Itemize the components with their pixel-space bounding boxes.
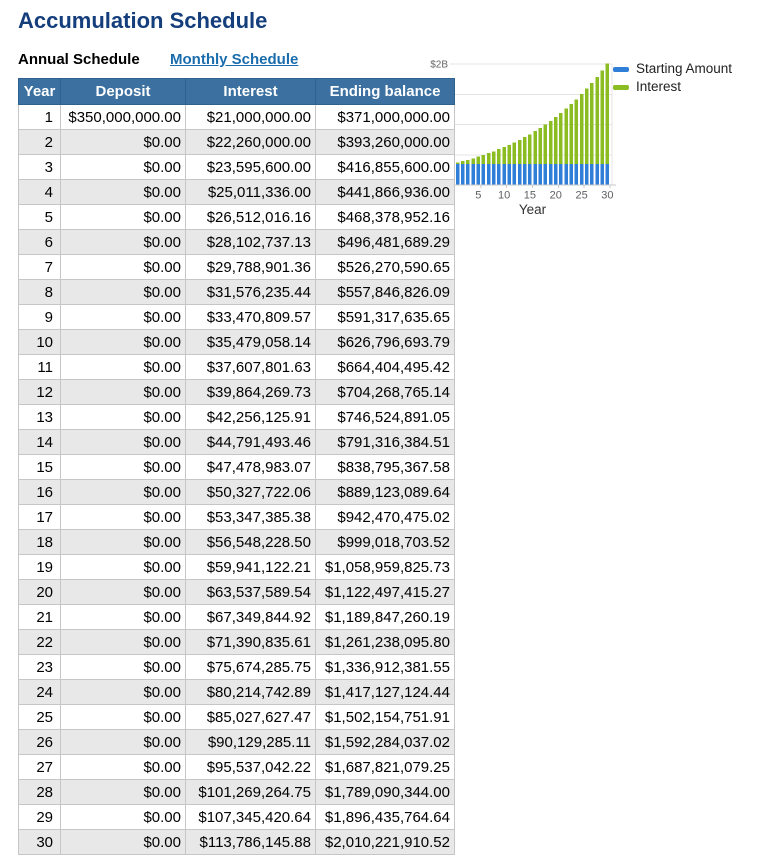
bar-segment-interest-year-1: [456, 163, 459, 164]
bar-segment-interest-year-2: [461, 161, 464, 164]
cell-interest: $42,256,125.91: [186, 405, 316, 430]
cell-ending-balance: $1,122,497,415.27: [316, 580, 455, 605]
bar-segment-interest-year-4: [471, 158, 474, 164]
cell-year: 10: [19, 330, 61, 355]
cell-ending-balance: $393,260,000.00: [316, 130, 455, 155]
cell-deposit: $0.00: [61, 130, 186, 155]
cell-deposit: $0.00: [61, 530, 186, 555]
cell-ending-balance: $626,796,693.79: [316, 330, 455, 355]
cell-interest: $67,349,844.92: [186, 605, 316, 630]
interest-swatch-icon: [613, 85, 629, 90]
cell-ending-balance: $416,855,600.00: [316, 155, 455, 180]
bar-segment-year-year-9: [497, 164, 500, 185]
bar-segment-year-year-17: [539, 164, 542, 185]
table-row: [19, 305, 455, 330]
cell-interest: $101,269,264.75: [186, 780, 316, 805]
cell-year: 25: [19, 705, 61, 730]
table-row: [19, 455, 455, 480]
table-row: [19, 830, 455, 855]
cell-interest: $28,102,737.13: [186, 230, 316, 255]
x-tick-label: 25: [575, 189, 588, 202]
bar-segment-year-year-15: [528, 164, 531, 185]
cell-interest: $80,214,742.89: [186, 680, 316, 705]
bar-segment-year-year-4: [471, 164, 474, 185]
cell-ending-balance: $1,896,435,764.64: [316, 805, 455, 830]
cell-ending-balance: $838,795,367.58: [316, 455, 455, 480]
bar-segment-interest-year-18: [544, 125, 547, 164]
cell-deposit: $0.00: [61, 505, 186, 530]
bar-segment-year-year-23: [570, 164, 573, 185]
legend-label-interest: Interest: [636, 79, 682, 94]
bar-segment-year-year-8: [492, 164, 495, 185]
bar-segment-interest-year-29: [601, 70, 604, 164]
cell-year: 5: [19, 205, 61, 230]
table-row: [19, 780, 455, 805]
cell-deposit: $0.00: [61, 730, 186, 755]
cell-interest: $39,864,269.73: [186, 380, 316, 405]
bar-segment-interest-year-15: [528, 134, 531, 164]
cell-ending-balance: $557,846,826.09: [316, 280, 455, 305]
bar-segment-interest-year-12: [513, 142, 516, 163]
cell-year: 17: [19, 505, 61, 530]
cell-interest: $71,390,835.61: [186, 630, 316, 655]
cell-ending-balance: $526,270,590.65: [316, 255, 455, 280]
table-row: [19, 805, 455, 830]
bar-segment-interest-year-10: [502, 147, 505, 164]
x-tick-label: 15: [523, 189, 537, 202]
cell-deposit: $0.00: [61, 805, 186, 830]
y-axis-top-label: $2B: [430, 59, 448, 71]
bar-segment-year-year-22: [564, 164, 567, 185]
bar-segment-year-year-13: [518, 164, 521, 185]
table-row: [19, 580, 455, 605]
bar-segment-interest-year-16: [533, 131, 536, 164]
bar-segment-year-year-20: [554, 164, 557, 185]
table-row: [19, 530, 455, 555]
table-row: [19, 630, 455, 655]
table-row: [19, 555, 455, 580]
cell-ending-balance: $1,789,090,344.00: [316, 780, 455, 805]
table-row: [19, 230, 455, 255]
cell-interest: $75,674,285.75: [186, 655, 316, 680]
cell-interest: $107,345,420.64: [186, 805, 316, 830]
table-row: [19, 480, 455, 505]
bar-segment-interest-year-21: [559, 113, 562, 164]
cell-year: 26: [19, 730, 61, 755]
bar-segment-year-year-28: [595, 164, 598, 185]
bar-segment-interest-year-28: [595, 77, 598, 164]
table-row: [19, 505, 455, 530]
cell-deposit: $0.00: [61, 380, 186, 405]
cell-interest: $21,000,000.00: [186, 105, 316, 130]
cell-deposit: $0.00: [61, 605, 186, 630]
table-row: [19, 430, 455, 455]
cell-deposit: $0.00: [61, 280, 186, 305]
cell-year: 13: [19, 405, 61, 430]
bar-segment-interest-year-8: [492, 151, 495, 164]
cell-year: 14: [19, 430, 61, 455]
bar-segment-interest-year-13: [518, 140, 521, 164]
table-row: [19, 255, 455, 280]
cell-deposit: $0.00: [61, 255, 186, 280]
column-header-year: Year: [19, 79, 61, 105]
table-row: [19, 680, 455, 705]
cell-interest: $59,941,122.21: [186, 555, 316, 580]
cell-interest: $23,595,600.00: [186, 155, 316, 180]
cell-year: 11: [19, 355, 61, 380]
cell-ending-balance: $746,524,891.05: [316, 405, 455, 430]
bar-segment-interest-year-7: [487, 153, 490, 164]
cell-deposit: $0.00: [61, 430, 186, 455]
cell-year: 27: [19, 755, 61, 780]
cell-deposit: $0.00: [61, 455, 186, 480]
cell-year: 3: [19, 155, 61, 180]
cell-deposit: $0.00: [61, 630, 186, 655]
column-header-ending-balance: Ending balance: [316, 79, 455, 105]
cell-ending-balance: $371,000,000.00: [316, 105, 455, 130]
cell-deposit: $0.00: [61, 755, 186, 780]
table-row: [19, 605, 455, 630]
cell-deposit: $0.00: [61, 230, 186, 255]
cell-ending-balance: $704,268,765.14: [316, 380, 455, 405]
legend-item-interest[interactable]: [613, 78, 732, 96]
cell-year: 16: [19, 480, 61, 505]
bar-segment-year-year-24: [575, 164, 578, 185]
cell-year: 20: [19, 580, 61, 605]
table-row: [19, 155, 455, 180]
bar-segment-year-year-27: [590, 164, 593, 185]
cell-deposit: $0.00: [61, 155, 186, 180]
bar-segment-year-year-19: [549, 164, 552, 185]
cell-deposit: $0.00: [61, 205, 186, 230]
cell-ending-balance: $1,261,238,095.80: [316, 630, 455, 655]
bar-segment-interest-year-27: [590, 83, 593, 164]
chart-legend: [613, 60, 732, 96]
cell-deposit: $0.00: [61, 580, 186, 605]
cell-deposit: $0.00: [61, 680, 186, 705]
bar-segment-year-year-21: [559, 164, 562, 185]
bar-segment-interest-year-3: [466, 160, 469, 164]
cell-year: 18: [19, 530, 61, 555]
bar-segment-year-year-29: [601, 164, 604, 185]
cell-year: 1: [19, 105, 61, 130]
bar-segment-interest-year-17: [539, 128, 542, 164]
bar-segment-year-year-1: [456, 164, 459, 185]
table-row: [19, 180, 455, 205]
tab-monthly-schedule-link[interactable]: Monthly Schedule: [170, 51, 299, 68]
bar-segment-interest-year-5: [477, 157, 480, 164]
cell-interest: $95,537,042.22: [186, 755, 316, 780]
x-tick-label: 5: [475, 189, 482, 202]
bar-segment-year-year-10: [502, 164, 505, 185]
cell-year: 28: [19, 780, 61, 805]
x-tick-label: 20: [549, 189, 562, 202]
bar-segment-year-year-7: [487, 164, 490, 185]
cell-year: 7: [19, 255, 61, 280]
cell-interest: $50,327,722.06: [186, 480, 316, 505]
x-tick-label: 10: [497, 189, 511, 202]
table-row: [19, 705, 455, 730]
cell-interest: $53,347,385.38: [186, 505, 316, 530]
bar-segment-year-year-30: [606, 164, 609, 185]
cell-year: 2: [19, 130, 61, 155]
cell-year: 30: [19, 830, 61, 855]
table-row: [19, 355, 455, 380]
cell-interest: $44,791,493.46: [186, 430, 316, 455]
schedule-tabs: [18, 51, 438, 69]
x-axis-title: Year: [518, 202, 547, 217]
legend-label-starting-amount: Starting Amount: [636, 61, 733, 76]
table-row: [19, 130, 455, 155]
schedule-table-body: [19, 105, 455, 855]
cell-interest: $25,011,336.00: [186, 180, 316, 205]
table-row: [19, 330, 455, 355]
cell-year: 29: [19, 805, 61, 830]
bar-segment-interest-year-6: [482, 155, 485, 164]
bar-segment-year-year-6: [482, 164, 485, 185]
cell-year: 21: [19, 605, 61, 630]
cell-interest: $56,548,228.50: [186, 530, 316, 555]
cell-ending-balance: $591,317,635.65: [316, 305, 455, 330]
cell-ending-balance: $496,481,689.29: [316, 230, 455, 255]
cell-deposit: $0.00: [61, 480, 186, 505]
cell-ending-balance: $999,018,703.52: [316, 530, 455, 555]
bar-segment-interest-year-19: [549, 121, 552, 164]
schedule-table: [18, 78, 455, 855]
cell-year: 19: [19, 555, 61, 580]
cell-year: 8: [19, 280, 61, 305]
bar-segment-year-year-26: [585, 164, 588, 185]
table-row: [19, 655, 455, 680]
x-tick-label: 30: [601, 189, 614, 202]
cell-ending-balance: $1,189,847,260.19: [316, 605, 455, 630]
cell-deposit: $0.00: [61, 555, 186, 580]
cell-deposit: $0.00: [61, 405, 186, 430]
cell-year: 9: [19, 305, 61, 330]
cell-deposit: $0.00: [61, 180, 186, 205]
bar-segment-year-year-16: [533, 164, 536, 185]
bar-segment-year-year-11: [508, 164, 511, 185]
table-row: [19, 405, 455, 430]
cell-deposit: $0.00: [61, 355, 186, 380]
page-title: Accumulation Schedule: [18, 8, 268, 33]
cell-ending-balance: $2,010,221,910.52: [316, 830, 455, 855]
bar-segment-year-year-2: [461, 164, 464, 185]
cell-interest: $113,786,145.88: [186, 830, 316, 855]
bar-segment-year-year-18: [544, 164, 547, 185]
cell-ending-balance: $791,316,384.51: [316, 430, 455, 455]
bar-segment-interest-year-11: [508, 145, 511, 164]
bar-segment-interest-year-22: [564, 109, 567, 164]
cell-interest: $31,576,235.44: [186, 280, 316, 305]
tab-annual-schedule: Annual Schedule: [18, 51, 140, 68]
cell-ending-balance: $441,866,936.00: [316, 180, 455, 205]
cell-interest: $22,260,000.00: [186, 130, 316, 155]
cell-ending-balance: $1,417,127,124.44: [316, 680, 455, 705]
cell-interest: $90,129,285.11: [186, 730, 316, 755]
cell-deposit: $0.00: [61, 830, 186, 855]
bar-segment-interest-year-23: [570, 104, 573, 164]
cell-deposit: $0.00: [61, 305, 186, 330]
cell-interest: $85,027,627.47: [186, 705, 316, 730]
bar-segment-year-year-14: [523, 164, 526, 185]
bar-segment-year-year-12: [513, 164, 516, 185]
cell-deposit: $0.00: [61, 330, 186, 355]
cell-year: 23: [19, 655, 61, 680]
bar-segment-interest-year-25: [580, 94, 583, 164]
bar-segment-year-year-5: [477, 164, 480, 185]
legend-item-starting-amount[interactable]: [613, 60, 732, 78]
table-row: [19, 105, 455, 130]
bar-segment-interest-year-20: [554, 117, 557, 164]
cell-ending-balance: $1,502,154,751.91: [316, 705, 455, 730]
cell-year: 4: [19, 180, 61, 205]
cell-ending-balance: $468,378,952.16: [316, 205, 455, 230]
cell-year: 12: [19, 380, 61, 405]
table-row: [19, 755, 455, 780]
cell-year: 24: [19, 680, 61, 705]
cell-ending-balance: $1,336,912,381.55: [316, 655, 455, 680]
cell-interest: $37,607,801.63: [186, 355, 316, 380]
cell-year: 6: [19, 230, 61, 255]
cell-interest: $29,788,901.36: [186, 255, 316, 280]
column-header-deposit: Deposit: [61, 79, 186, 105]
bar-segment-interest-year-24: [575, 99, 578, 164]
cell-ending-balance: $1,687,821,079.25: [316, 755, 455, 780]
table-row: [19, 380, 455, 405]
bar-segment-interest-year-14: [523, 137, 526, 164]
cell-ending-balance: $664,404,495.42: [316, 355, 455, 380]
cell-interest: $63,537,589.54: [186, 580, 316, 605]
cell-year: 22: [19, 630, 61, 655]
bar-segment-interest-year-26: [585, 89, 588, 164]
cell-deposit: $0.00: [61, 780, 186, 805]
cell-year: 15: [19, 455, 61, 480]
bar-segment-interest-year-9: [497, 149, 500, 164]
column-header-interest: Interest: [186, 79, 316, 105]
cell-ending-balance: $1,058,959,825.73: [316, 555, 455, 580]
bar-segment-interest-year-30: [606, 63, 609, 163]
starting-amount-swatch-icon: [613, 67, 629, 72]
table-row: [19, 205, 455, 230]
cell-deposit: $350,000,000.00: [61, 105, 186, 130]
bar-segment-year-year-25: [580, 164, 583, 185]
table-row: [19, 280, 455, 305]
table-row: [19, 730, 455, 755]
bar-segment-year-year-3: [466, 164, 469, 185]
cell-interest: $35,479,058.14: [186, 330, 316, 355]
schedule-table-header: [19, 79, 455, 105]
cell-ending-balance: $889,123,089.64: [316, 480, 455, 505]
cell-ending-balance: $942,470,475.02: [316, 505, 455, 530]
cell-deposit: $0.00: [61, 655, 186, 680]
cell-interest: $26,512,016.16: [186, 205, 316, 230]
cell-interest: $33,470,809.57: [186, 305, 316, 330]
cell-interest: $47,478,983.07: [186, 455, 316, 480]
cell-deposit: $0.00: [61, 705, 186, 730]
cell-ending-balance: $1,592,284,037.02: [316, 730, 455, 755]
